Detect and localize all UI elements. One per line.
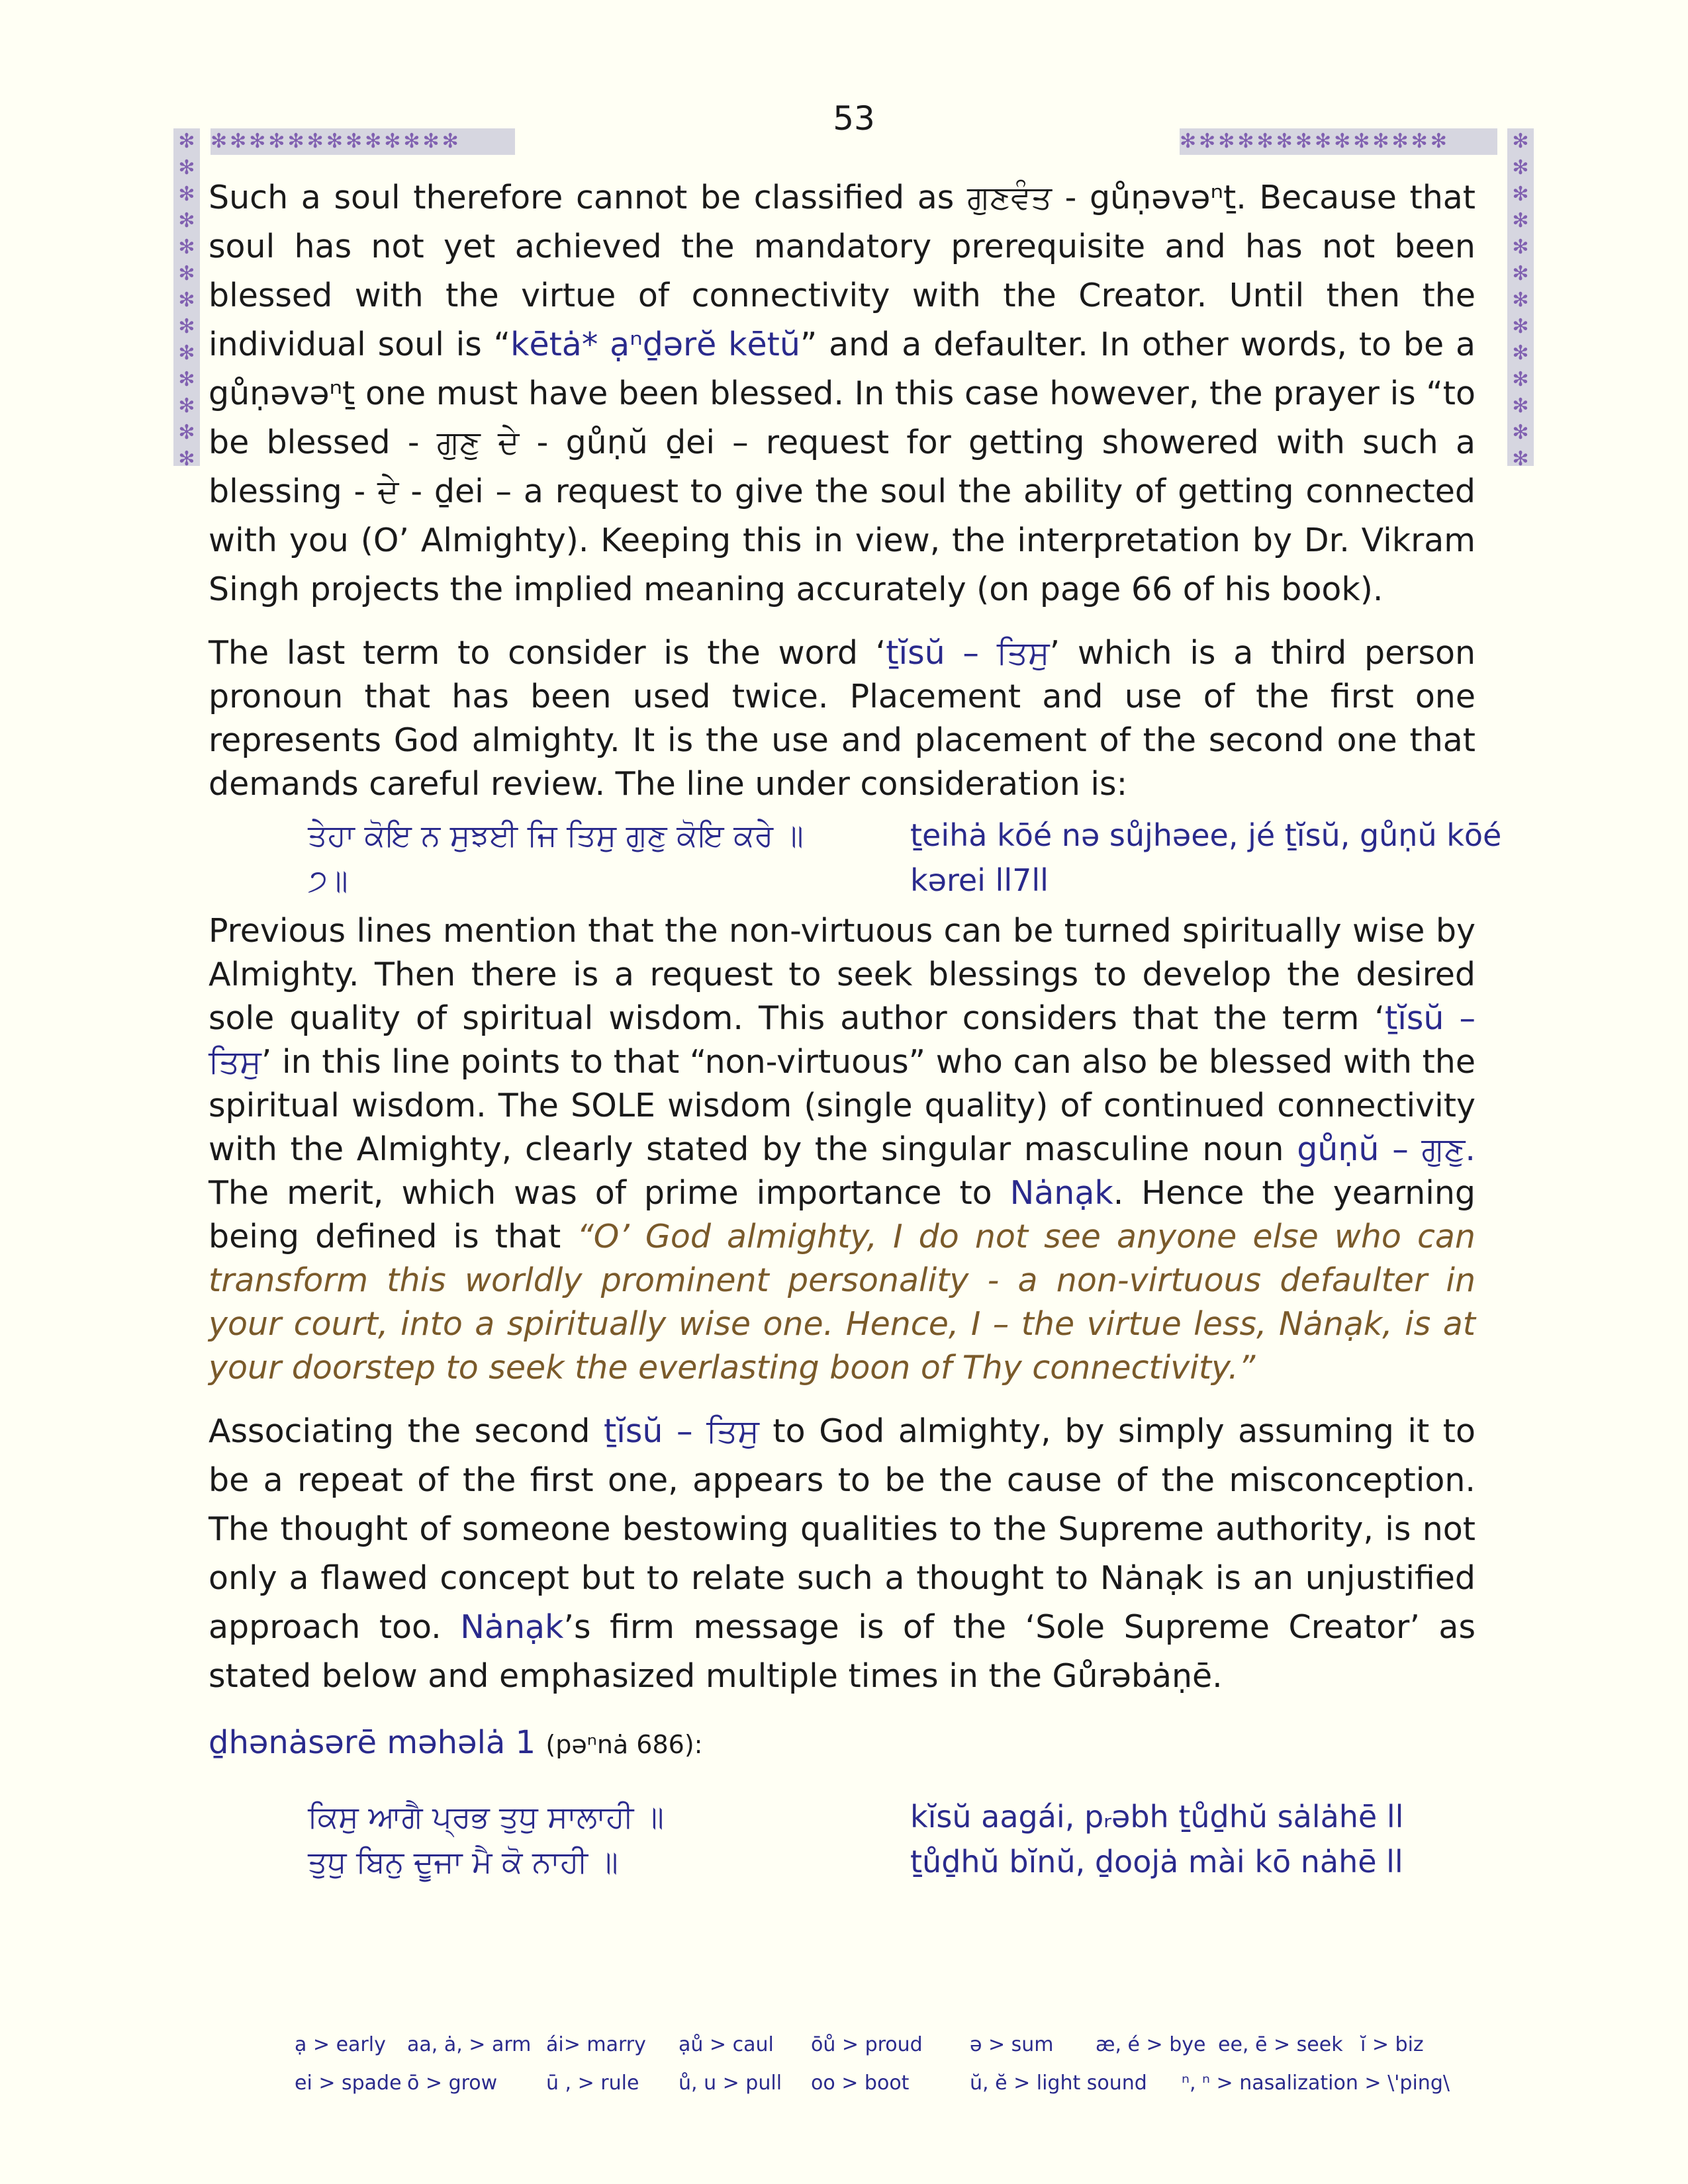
verse-gurmukhi: ਤੇਹਾ ਕੋਇ ਨ ਸੁਝਈ ਜਿ ਤਿਸੁ ਗੁਣੁ ਕੋਇ ਕਰੇ ॥੭॥ [308,817,804,898]
raag-title: ḏhənȧsərē məhəlȧ 1 [209,1724,536,1761]
term-tisu: ṯĭsŭ – ਤਿਸੁ [209,999,1476,1081]
pronunciation-legend [295,2025,1460,2102]
quoted-interpretation: “O’ God almighty, I do not see anyone else who can transform this worldly prominent personality - a non-virtuous defaulter in your court, into a spiritually wise one. Hence, I – the virtue less, Nȧnạk, is at your doorstep to seek the everlasting boon of Thy connectivity.” [209,1218,1476,1387]
legend-item: ei > spade [295,2071,402,2095]
legend-item: ū , > rule [546,2071,639,2095]
transliteration-term: kētȧ* ạⁿḏərĕ kētŭ [510,326,800,363]
gurmukhi-term: ਦੇ [377,473,399,510]
legend-item: ō > grow [407,2071,498,2095]
term-tisu: ṯĭsŭ – ਤਿਸੁ [604,1412,759,1450]
gurmukhi-term: ਗੁਣੁ ਦੇ [436,424,520,461]
ornament-border-top-left: ✻✻✻✻✻✻✻✻✻✻✻✻✻ [211,128,515,155]
legend-item: ōů > proud [811,2032,923,2056]
page-number: 53 [833,99,875,138]
term-gunu: gůṇŭ – ਗੁਣੁ. [1297,1130,1476,1168]
ornament-border-top-right: ✻✻✻✻✻✻✻✻✻✻✻✻✻✻ [1180,128,1497,155]
ornament-border-left: ✻✻✻✻✻✻✻✻✻✻✻✻✻ [173,128,200,466]
legend-item: ⁿ, ⁿ > nasalization > \'ping\ [1182,2071,1450,2095]
verse-gurmukhi-line-2: ਤੁਧੁ ਬਿਨੁ ਦੂਜਾ ਮੈ ਕੋ ਨਾਹੀ ॥ [308,1844,618,1880]
paragraph-1: Such a soul therefore cannot be classified as ਗੁਣਵੰਤ - gůṇəvəⁿṯ. Because that soul has not yet achieved the mandatory prerequisite and has not been blessed with the virtue of connectivity with the Creator. Until then the individual soul is “kētȧ* ạⁿḏərĕ kētŭ” and a defaulter. In other words, to be a gůṇəvəⁿṯ one must have been blessed. In this case however, the prayer is “to be blessed - ਗੁਣੁ ਦੇ - gůṇŭ ḏei – request for getting showered with such a blessing - ਦੇ - ḏei – a request to give the soul the ability of getting connected with you (O’ Almighty). Keeping this in view, the interpretation by Dr. Vikram Singh projects the implied meaning accurately (on page 66 of his book). [209,179,1476,608]
verse-transliteration-line-2: ṯůḏhŭ bĭnŭ, ḏoojȧ mài kō nȧhē ll [910,1844,1403,1880]
legend-item: aa, ȧ, > arm [407,2032,532,2056]
page-body [209,173,1502,1884]
legend-item: ạ > early [295,2032,386,2056]
term-nanak: Nȧnạk [1009,1174,1113,1212]
ornament-border-right: ✻✻✻✻✻✻✻✻✻✻✻✻✻ [1507,128,1534,466]
verse-block-1 [308,813,1502,903]
gurmukhi-term: ਗੁਣਵੰਤ [966,179,1052,216]
verse-gurmukhi-line-1: ਕਿਸੁ ਆਗੈ ਪ੍ਰਭ ਤੁਧੁ ਸਾਲਾਹੀ ॥ [308,1799,664,1835]
legend-item: ŭ, ĕ > light sound [970,2071,1147,2095]
legend-item: ạů > caul [679,2032,774,2056]
verse-heading [209,1719,1476,1768]
legend-item: ů, u > pull [679,2071,782,2095]
paragraph-4: Associating the second ṯĭsŭ – ਤਿਸੁ to God almighty, by simply assuming it to be a repeat of the first one, appears to be the cause of the misconception. The thought of someone bestowing qualities to the Supreme authority, is not only a flawed concept but to relate such a thought to Nȧnạk is an unjustified approach too. Nȧnạk’s firm message is of the ‘Sole Supreme Creator’ as stated below and emphasized multiple times in the Gůrəbȧṇē. [209,1412,1476,1695]
term-nanak: Nȧnạk [460,1608,564,1646]
legend-item: ĭ > biz [1360,2032,1424,2056]
legend-item: ee, ē > seek [1218,2032,1343,2056]
legend-item: ə > sum [970,2032,1054,2056]
legend-item: oo > boot [811,2071,910,2095]
legend-row-2 [295,2064,1460,2102]
legend-item: æ, é > bye [1096,2032,1206,2056]
paragraph-2: The last term to consider is the word ‘ṯĭsŭ – ਤਿਸੁ’ which is a third person pronoun that has been used twice. Placement and use of the first one represents God almighty. It is the use and placement of the second one that demands careful review. The line under consideration is: [209,634,1476,803]
paragraph-3: Previous lines mention that the non-virtuous can be turned spiritually wise by Almighty. Then there is a request to seek blessings to develop the desired sole quality of spiritual wisdom. This author considers that the term ‘ṯĭsŭ – ਤਿਸੁ’ in this line points to that “non-virtuous” who can also be blessed with the spiritual wisdom. The SOLE wisdom (single quality) of continued connectivity with the Almighty, clearly stated by the singular masculine noun gůṇŭ – ਗੁਣੁ. The merit, which was of prime importance to Nȧnạk. Hence the yearning being defined is that “O’ God almighty, I do not see anyone else who can transform this worldly prominent personality - a non-virtuous defaulter in your court, into a spiritually wise one. Hence, I – the virtue less, Nȧnạk, is at your doorstep to seek the everlasting boon of Thy connectivity.” [209,912,1476,1387]
verse-transliteration-line-1: kĭsŭ aagái, pᵣəbh ṯůḏhŭ sȧlȧhē ll [910,1799,1404,1835]
legend-row-1 [295,2025,1460,2064]
page-reference: (pəⁿnȧ 686): [545,1730,703,1759]
term-tisu: ṯĭsŭ – ਤਿਸੁ [886,634,1050,672]
verse-block-2 [308,1794,1476,1884]
legend-item: ái> marry [546,2032,646,2056]
verse-transliteration: ṯeihȧ kōé nə sůjhəee, jé ṯĭsŭ, gůṇŭ kōé kərei ll7ll [910,817,1502,898]
